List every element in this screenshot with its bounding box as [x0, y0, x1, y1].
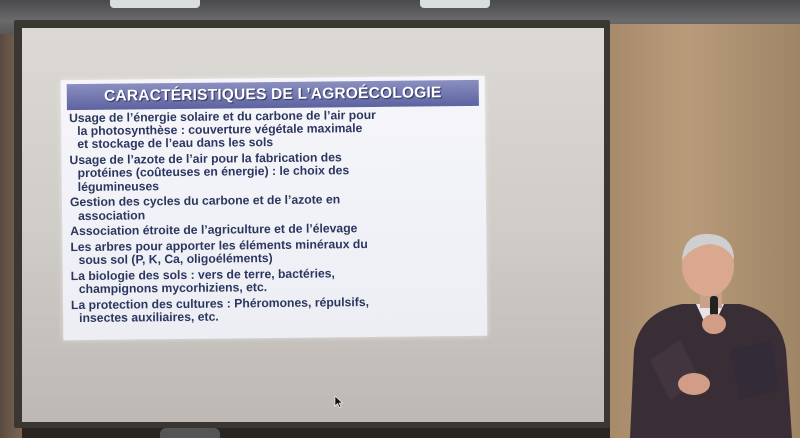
ceiling-light: [420, 0, 490, 8]
mouse-cursor-icon: [334, 396, 344, 408]
slide-bullet: Usage de l’azote de l’air pour la fabrication des protéines (coûteuses en énergie) : le choix des légumineuses: [69, 150, 350, 194]
speaker-figure: [620, 230, 800, 438]
projected-slide: [61, 76, 488, 340]
slide-bullet: Association étroite de l’agriculture et de l’élevage: [70, 221, 358, 239]
slide-bullet: La biologie des sols : vers de terre, bactéries, champignons mycorhiziens, etc.: [70, 266, 335, 297]
slide-bullet-list: [69, 108, 481, 328]
projector-edge: [160, 428, 220, 438]
slide-bullet: Usage de l’énergie solaire et du carbone de l’air pour la photosynthèse : couverture végétale maximale et stockage de l’eau dans les sols: [68, 107, 376, 152]
slide-bullet: Les arbres pour apporter les éléments minéraux du sous sol (P, K, Ca, oligoéléments): [70, 237, 368, 268]
slide-bullet: Gestion des cycles du carbone et de l’azote en association: [69, 192, 341, 223]
slide-bullet: La protection des cultures : Phéromones, répulsifs, insectes auxiliaires, etc.: [70, 295, 370, 326]
ceiling-light: [110, 0, 200, 8]
slide-title: CARACTÉRISTIQUES DE L’AGROÉCOLOGIE: [67, 80, 479, 110]
